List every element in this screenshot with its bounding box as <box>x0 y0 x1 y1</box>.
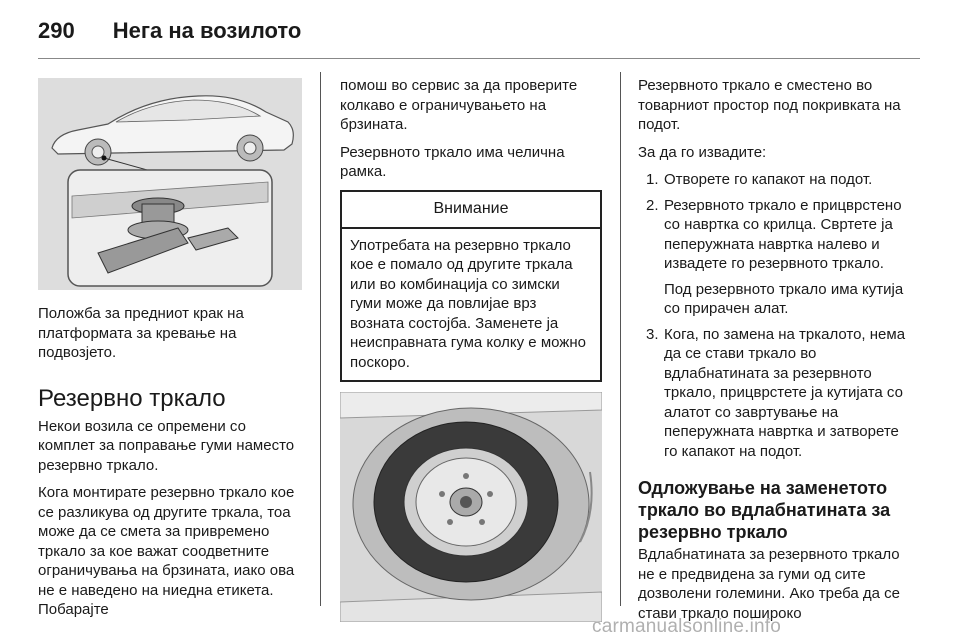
paragraph: Вдлабнатината за резервното тркало не е предвидена за гуми од сите дозволени големини. Ако треба да се стави тркало пошироко <box>638 546 900 622</box>
column-2 <box>340 76 602 622</box>
column-divider-2 <box>620 72 621 606</box>
page-title: Нега на возилото <box>112 18 302 43</box>
paragraph: Некои возила се опремени со комплет за поправање гуми наместо резервно тркало. <box>38 417 295 474</box>
step-number: 3. <box>646 325 659 343</box>
column-divider-1 <box>320 72 321 606</box>
car-lift-illustration <box>38 78 302 290</box>
column-1 <box>38 78 302 628</box>
paragraph: Резервното тркало има челична рамка. <box>340 143 565 180</box>
steps-list <box>638 170 910 461</box>
step-text: Резервното тркало е прицврстено со навртка со крилца. Свртете ја пеперужната навртка налево и извадете го резервното тркало. <box>664 196 902 272</box>
header-rule <box>38 58 920 59</box>
step-text: Отворете го капакот на подот. <box>664 171 873 188</box>
list-item <box>638 196 910 319</box>
watermark: carmanualsonline.info <box>592 616 782 637</box>
step-number: 2. <box>646 196 659 214</box>
list-item <box>638 170 910 190</box>
section-heading: Резервно тркало <box>38 384 226 412</box>
image-caption: Положба за предниот крак на платформата за кревање на подвозјето. <box>38 305 244 361</box>
step-subtext: Под резервното тркало има кутија со прирачен алат. <box>664 280 904 317</box>
step-number: 1. <box>646 171 659 188</box>
paragraph: помош во сервис за да проверите колкаво е ограничувањето на брзината. <box>340 77 578 133</box>
paragraph: За да го извадите: <box>638 143 767 161</box>
list-item <box>638 325 910 462</box>
page-number: 290 <box>38 18 75 43</box>
paragraph: Резервното тркало е сместено во товарниот простор под покривката на подот. <box>638 77 901 133</box>
step-text: Кога, по замена на тркалото, нема да се стави тркало во вдлабнатината за резервното тркало, прицврстете ја кутијата со алатот со завртување на пеперужната навртка и затворете го капакот на подот. <box>664 325 906 460</box>
section-heading: Одложување на заменетото тркало во вдлабнатината за резервно тркало <box>638 478 891 542</box>
warning-box <box>340 190 602 383</box>
spare-wheel-illustration <box>340 392 602 622</box>
paragraph: Кога монтирате резервно тркало кое се разликува од другите тркала, тоа може да се смета за привремено тркало за кое важат соодветните ограничувања на брзината, иако ова не е наведено на ниедна етикета. Побарајте <box>38 484 295 618</box>
warning-text: Употребата на резервно тркало кое е помало од другите тркала или во комбинација со зимски гуми може да повлијае врз возната состојба. Заменете ја неисправната гума колку е можно поскоро. <box>350 236 586 371</box>
column-3 <box>638 76 910 631</box>
page-header <box>38 18 301 44</box>
warning-title: Внимание <box>342 192 600 229</box>
